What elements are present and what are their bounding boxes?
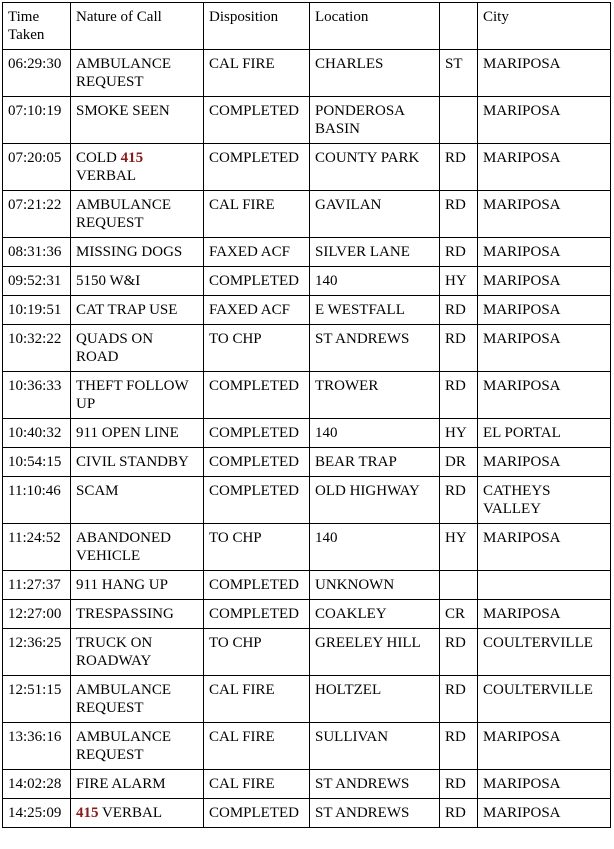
cell-disposition: TO CHP	[204, 325, 310, 372]
cell-street-suffix: RD	[440, 296, 478, 325]
cell-street-suffix: RD	[440, 372, 478, 419]
cell-nature-of-call: MISSING DOGS	[71, 238, 204, 267]
table-row	[3, 723, 611, 770]
header-street-suffix	[440, 3, 478, 50]
cell-disposition: COMPLETED	[204, 372, 310, 419]
cell-street-suffix: HY	[440, 524, 478, 571]
nature-text: COLD	[76, 150, 121, 166]
cell-time-taken: 14:02:28	[3, 770, 71, 799]
table-row	[3, 629, 611, 676]
cell-time-taken: 11:10:46	[3, 477, 71, 524]
header-time-taken: Time Taken	[3, 3, 71, 50]
cell-city: MARIPOSA	[478, 267, 611, 296]
cell-nature-of-call	[71, 799, 204, 828]
table-row	[3, 97, 611, 144]
header-nature-of-call: Nature of Call	[71, 3, 204, 50]
cell-time-taken: 07:21:22	[3, 191, 71, 238]
cell-street-suffix: RD	[440, 629, 478, 676]
table-row	[3, 770, 611, 799]
cell-city: COULTERVILLE	[478, 629, 611, 676]
cell-location: ST ANDREWS	[310, 325, 440, 372]
cell-time-taken: 10:36:33	[3, 372, 71, 419]
cell-time-taken: 11:24:52	[3, 524, 71, 571]
cell-street-suffix: DR	[440, 448, 478, 477]
cell-street-suffix: ST	[440, 50, 478, 97]
cell-nature-of-call: SMOKE SEEN	[71, 97, 204, 144]
cell-nature-of-call: 5150 W&I	[71, 267, 204, 296]
cell-city: COULTERVILLE	[478, 676, 611, 723]
cell-city: MARIPOSA	[478, 325, 611, 372]
header-location: Location	[310, 3, 440, 50]
cell-location: TROWER	[310, 372, 440, 419]
cell-street-suffix: CR	[440, 600, 478, 629]
cell-nature-of-call	[71, 144, 204, 191]
cell-nature-of-call: AMBULANCE REQUEST	[71, 676, 204, 723]
header-disposition: Disposition	[204, 3, 310, 50]
cell-location: GREELEY HILL	[310, 629, 440, 676]
call-log-table	[2, 2, 611, 828]
cell-disposition: CAL FIRE	[204, 723, 310, 770]
cell-city: MARIPOSA	[478, 97, 611, 144]
cell-street-suffix: RD	[440, 676, 478, 723]
cell-nature-of-call: ABANDONED VEHICLE	[71, 524, 204, 571]
table-row	[3, 50, 611, 97]
table-row	[3, 325, 611, 372]
cell-location: PONDEROSA BASIN	[310, 97, 440, 144]
cell-location: SILVER LANE	[310, 238, 440, 267]
cell-disposition: TO CHP	[204, 524, 310, 571]
table-row	[3, 191, 611, 238]
cell-time-taken: 12:51:15	[3, 676, 71, 723]
cell-time-taken: 11:27:37	[3, 571, 71, 600]
cell-nature-of-call: THEFT FOLLOW UP	[71, 372, 204, 419]
cell-location: ST ANDREWS	[310, 799, 440, 828]
header-city: City	[478, 3, 611, 50]
cell-city	[478, 571, 611, 600]
cell-disposition: CAL FIRE	[204, 50, 310, 97]
table-body	[3, 50, 611, 828]
cell-city: MARIPOSA	[478, 296, 611, 325]
cell-city: MARIPOSA	[478, 144, 611, 191]
table-row	[3, 571, 611, 600]
table-row	[3, 267, 611, 296]
cell-nature-of-call: TRESPASSING	[71, 600, 204, 629]
nature-code-highlight: 415	[120, 150, 144, 166]
cell-location: BEAR TRAP	[310, 448, 440, 477]
cell-disposition: FAXED ACF	[204, 296, 310, 325]
header-row	[3, 3, 611, 50]
cell-nature-of-call: AMBULANCE REQUEST	[71, 191, 204, 238]
cell-nature-of-call: AMBULANCE REQUEST	[71, 723, 204, 770]
table-header	[3, 3, 611, 50]
cell-street-suffix: HY	[440, 419, 478, 448]
cell-time-taken: 07:10:19	[3, 97, 71, 144]
cell-location: GAVILAN	[310, 191, 440, 238]
cell-street-suffix: RD	[440, 723, 478, 770]
cell-location: 140	[310, 524, 440, 571]
cell-time-taken: 07:20:05	[3, 144, 71, 191]
cell-city: MARIPOSA	[478, 799, 611, 828]
table-row	[3, 600, 611, 629]
cell-disposition: COMPLETED	[204, 419, 310, 448]
nature-text: VERBAL	[76, 168, 136, 184]
table-row	[3, 799, 611, 828]
table-row	[3, 372, 611, 419]
cell-disposition: TO CHP	[204, 629, 310, 676]
cell-nature-of-call: SCAM	[71, 477, 204, 524]
cell-disposition: COMPLETED	[204, 799, 310, 828]
cell-nature-of-call: AMBULANCE REQUEST	[71, 50, 204, 97]
cell-time-taken: 06:29:30	[3, 50, 71, 97]
cell-location: HOLTZEL	[310, 676, 440, 723]
cell-time-taken: 08:31:36	[3, 238, 71, 267]
cell-location: ST ANDREWS	[310, 770, 440, 799]
cell-city: MARIPOSA	[478, 448, 611, 477]
table-row	[3, 524, 611, 571]
cell-street-suffix	[440, 97, 478, 144]
cell-street-suffix: RD	[440, 799, 478, 828]
cell-city: MARIPOSA	[478, 191, 611, 238]
cell-time-taken: 13:36:16	[3, 723, 71, 770]
nature-code-highlight: 415	[76, 805, 99, 821]
cell-nature-of-call: 911 OPEN LINE	[71, 419, 204, 448]
table-row	[3, 238, 611, 267]
cell-time-taken: 10:40:32	[3, 419, 71, 448]
cell-disposition: CAL FIRE	[204, 676, 310, 723]
cell-location: COAKLEY	[310, 600, 440, 629]
cell-time-taken: 14:25:09	[3, 799, 71, 828]
cell-city: MARIPOSA	[478, 770, 611, 799]
cell-city: MARIPOSA	[478, 238, 611, 267]
table-row	[3, 144, 611, 191]
cell-nature-of-call: QUADS ON ROAD	[71, 325, 204, 372]
cell-location: CHARLES	[310, 50, 440, 97]
table-row	[3, 477, 611, 524]
cell-time-taken: 10:54:15	[3, 448, 71, 477]
cell-nature-of-call: FIRE ALARM	[71, 770, 204, 799]
cell-city: MARIPOSA	[478, 372, 611, 419]
cell-disposition: FAXED ACF	[204, 238, 310, 267]
cell-disposition: CAL FIRE	[204, 770, 310, 799]
cell-street-suffix: RD	[440, 238, 478, 267]
cell-city: MARIPOSA	[478, 524, 611, 571]
cell-time-taken: 10:19:51	[3, 296, 71, 325]
cell-time-taken: 09:52:31	[3, 267, 71, 296]
cell-street-suffix: RD	[440, 144, 478, 191]
table-row	[3, 296, 611, 325]
table-row	[3, 448, 611, 477]
cell-city: MARIPOSA	[478, 723, 611, 770]
cell-location: E WESTFALL	[310, 296, 440, 325]
cell-city: MARIPOSA	[478, 600, 611, 629]
cell-location: 140	[310, 267, 440, 296]
cell-nature-of-call: TRUCK ON ROADWAY	[71, 629, 204, 676]
cell-time-taken: 10:32:22	[3, 325, 71, 372]
cell-street-suffix	[440, 571, 478, 600]
cell-street-suffix: RD	[440, 477, 478, 524]
cell-time-taken: 12:27:00	[3, 600, 71, 629]
nature-text: VERBAL	[98, 805, 162, 821]
table-row	[3, 419, 611, 448]
cell-disposition: COMPLETED	[204, 448, 310, 477]
cell-nature-of-call: CAT TRAP USE	[71, 296, 204, 325]
cell-street-suffix: RD	[440, 325, 478, 372]
cell-disposition: COMPLETED	[204, 600, 310, 629]
cell-location: COUNTY PARK	[310, 144, 440, 191]
cell-street-suffix: HY	[440, 267, 478, 296]
cell-location: 140	[310, 419, 440, 448]
cell-street-suffix: RD	[440, 770, 478, 799]
cell-location: UNKNOWN	[310, 571, 440, 600]
cell-city: CATHEYS VALLEY	[478, 477, 611, 524]
table-row	[3, 676, 611, 723]
cell-disposition: COMPLETED	[204, 97, 310, 144]
cell-disposition: CAL FIRE	[204, 191, 310, 238]
cell-city: MARIPOSA	[478, 50, 611, 97]
cell-location: SULLIVAN	[310, 723, 440, 770]
cell-city: EL PORTAL	[478, 419, 611, 448]
cell-disposition: COMPLETED	[204, 144, 310, 191]
cell-disposition: COMPLETED	[204, 477, 310, 524]
cell-location: OLD HIGHWAY	[310, 477, 440, 524]
cell-nature-of-call: 911 HANG UP	[71, 571, 204, 600]
cell-disposition: COMPLETED	[204, 571, 310, 600]
cell-nature-of-call: CIVIL STANDBY	[71, 448, 204, 477]
cell-time-taken: 12:36:25	[3, 629, 71, 676]
cell-disposition: COMPLETED	[204, 267, 310, 296]
cell-street-suffix: RD	[440, 191, 478, 238]
